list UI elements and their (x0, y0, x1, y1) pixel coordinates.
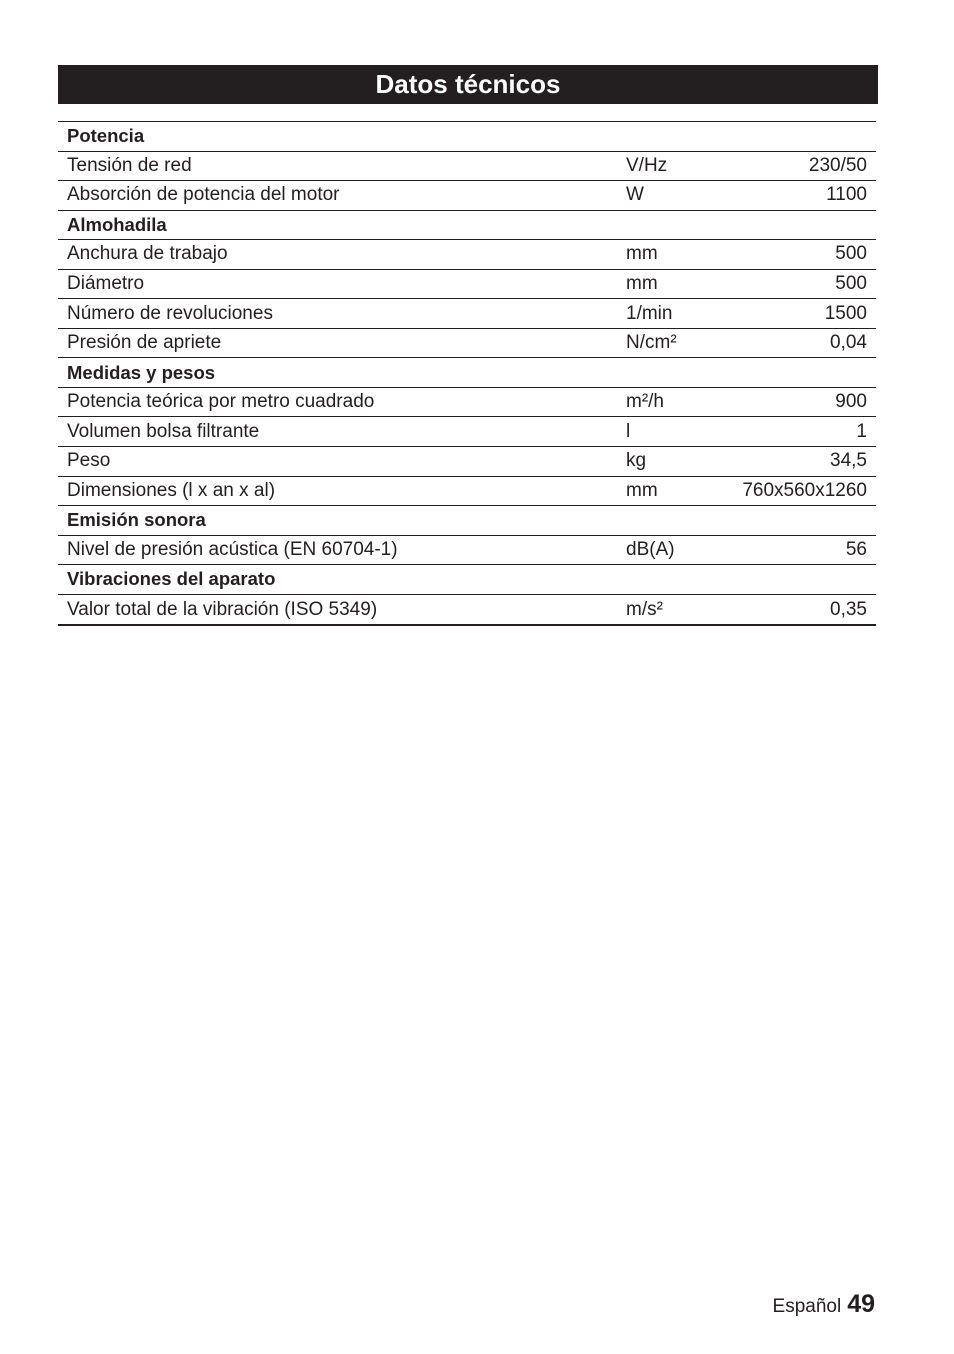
row-value: 900 (835, 391, 867, 413)
row-value: 34,5 (830, 450, 867, 472)
row-unit: N/cm² (626, 332, 677, 354)
section-header-row (58, 122, 876, 152)
section-header-row (58, 211, 876, 241)
table-row (58, 181, 876, 211)
row-unit: mm (626, 479, 658, 501)
row-label: Número de revoluciones (67, 302, 273, 324)
row-unit: 1/min (626, 302, 673, 324)
section-title: Emisión sonora (67, 509, 206, 531)
row-label: Tensión de red (67, 154, 192, 176)
row-value: 500 (835, 243, 867, 265)
table-row (58, 388, 876, 418)
row-value: 1500 (824, 302, 867, 324)
row-label: Dimensiones (l x an x al) (67, 479, 276, 501)
row-value: 230/50 (808, 154, 867, 176)
row-unit: m²/h (626, 391, 664, 413)
row-value: 1100 (826, 184, 867, 206)
table-row (58, 270, 876, 300)
row-value: 0,35 (830, 598, 867, 620)
table-row (58, 417, 876, 447)
page-footer (773, 1290, 875, 1319)
table-row (58, 299, 876, 329)
page-title: Datos técnicos (375, 69, 561, 99)
row-value: 1 (856, 420, 867, 442)
row-unit: m/s² (626, 598, 663, 620)
table-row (58, 477, 876, 507)
row-label: Peso (67, 450, 111, 472)
table-row (58, 536, 876, 566)
footer-language: Español (772, 1296, 842, 1317)
row-label: Volumen bolsa filtrante (67, 420, 260, 442)
row-label: Diámetro (67, 273, 145, 294)
technical-data-table (58, 121, 876, 626)
page-title-bar (58, 65, 878, 104)
section-header-row (58, 506, 876, 536)
row-label: Nivel de presión acústica (EN 60704-1) (67, 538, 398, 560)
row-value: 760x560x1260 (742, 479, 867, 501)
row-unit: V/Hz (626, 154, 668, 176)
section-header-row (58, 358, 876, 388)
table-row (58, 240, 876, 270)
section-title: Almohadila (67, 213, 167, 235)
section-header-row (58, 565, 876, 595)
row-unit: dB(A) (626, 538, 675, 560)
row-label: Potencia teórica por metro cuadrado (67, 391, 375, 413)
row-label: Anchura de trabajo (67, 243, 228, 265)
row-label: Absorción de potencia del motor (67, 184, 340, 206)
row-unit: mm (626, 273, 658, 294)
table-row (58, 595, 876, 625)
section-title: Medidas y pesos (67, 361, 216, 383)
table-row (58, 329, 876, 359)
row-label: Presión de apriete (67, 332, 222, 354)
row-value: 56 (845, 538, 867, 560)
row-value: 0,04 (830, 332, 867, 354)
page-number: 49 (847, 1290, 875, 1318)
row-unit: W (626, 184, 644, 206)
table-row (58, 152, 876, 182)
table-row (58, 447, 876, 477)
row-unit: l (626, 420, 631, 442)
row-label: Valor total de la vibración (ISO 5349) (67, 598, 378, 620)
row-unit: mm (626, 243, 658, 265)
row-unit: kg (626, 450, 647, 472)
section-title: Vibraciones del aparato (67, 568, 276, 590)
section-title: Potencia (67, 125, 145, 147)
row-value: 500 (835, 273, 867, 294)
